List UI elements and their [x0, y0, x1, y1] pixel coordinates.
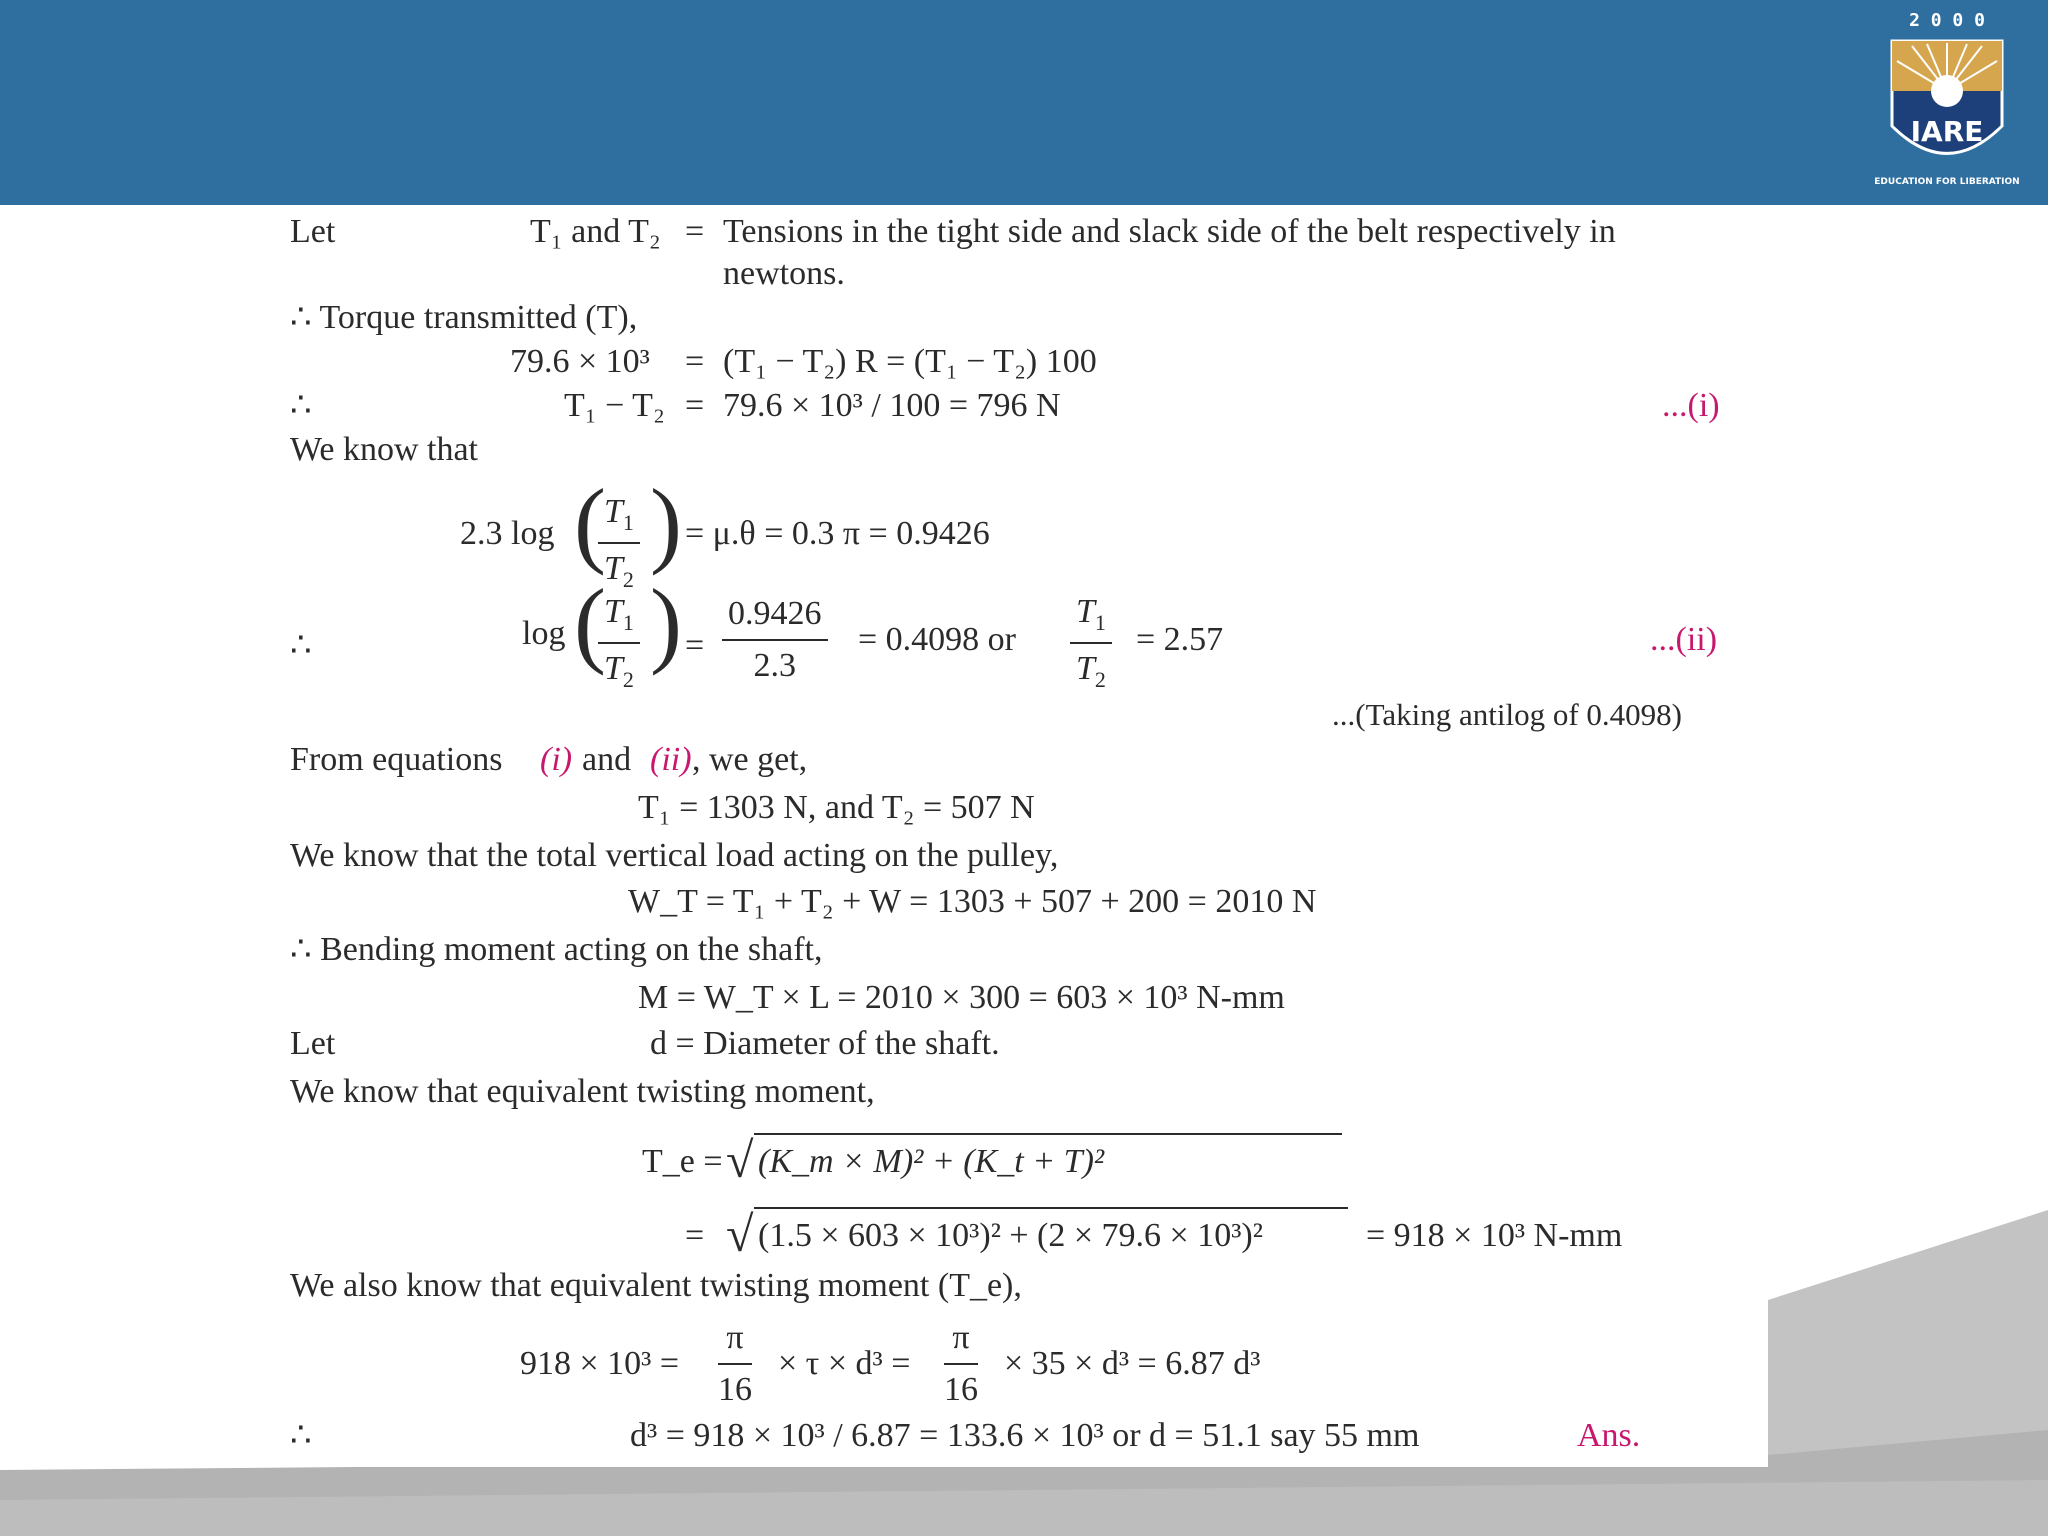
from-eq-and: and — [582, 741, 632, 778]
eq1-rhs: (T₁ − T₂) R = (T₁ − T₂) 100 — [723, 343, 1097, 380]
eq2-rhs: 79.6 × 10³ / 100 = 796 N — [723, 387, 1061, 424]
let-label-2: Let — [290, 1025, 336, 1062]
te2-equals: = — [685, 1217, 705, 1254]
te2-sqrt-content: (1.5 × 603 × 10³)² + (2 × 79.6 × 10³)² — [758, 1217, 1263, 1254]
therefore-3: ∴ — [290, 1417, 312, 1454]
sqrt-symbol: √ — [726, 1132, 754, 1188]
eq2-lhs: T₁ − T₂ — [564, 387, 665, 424]
t1-t2-label: T₁ and T₂ — [530, 213, 661, 250]
d-definition: d = Diameter of the shaft. — [650, 1025, 1000, 1062]
wt-equation: W_T = T₁ + T₂ + W = 1303 + 507 + 200 = 2010 N — [628, 883, 1317, 920]
equiv-twisting-line-2: We also know that equivalent twisting moment (T_e), — [290, 1267, 1022, 1304]
paren-open: ( — [574, 569, 606, 676]
logo-name: IARE — [1910, 115, 1984, 148]
fraction-t1-t2: $\frac{T_1}{T_2}$ — [598, 593, 640, 693]
fraction-0-9426 — [722, 595, 828, 685]
ref-ii: ...(ii) — [1650, 621, 1718, 658]
te-sqrt-content: (K_m × M)² + (K_t + T)² — [758, 1143, 1105, 1180]
slide-header-bar — [0, 0, 2048, 205]
log2-rhs: = 2.57 — [1136, 621, 1224, 658]
d-cube-equation: d³ = 918 × 10³ / 6.87 = 133.6 × 10³ or d = 51.1 say 55 mm — [630, 1417, 1420, 1454]
therefore-1: ∴ — [290, 387, 312, 424]
paren-close: ) — [650, 469, 682, 576]
eq-last-mid: × τ × d³ = — [778, 1345, 911, 1382]
slide-content — [198, 205, 1768, 1467]
fraction-pi-16 — [944, 1319, 978, 1409]
iare-logo — [1852, 6, 2042, 196]
pi-numerator: π — [944, 1319, 978, 1365]
te2-result: = 918 × 10³ N-mm — [1366, 1217, 1623, 1254]
equals-sign: = — [685, 627, 705, 664]
sixteen-denominator: 16 — [944, 1371, 978, 1408]
eq-last-rhs: × 35 × d³ = 6.87 d³ — [1004, 1345, 1261, 1382]
ref-i: ...(i) — [1662, 387, 1720, 424]
from-eq-i: (i) — [540, 741, 573, 778]
antilog-note: ...(Taking antilog of 0.4098) — [1332, 697, 1682, 732]
paren-open: ( — [574, 469, 606, 576]
tension-definition-cont: newtons. — [723, 255, 845, 292]
torque-line: ∴ Torque transmitted (T), — [290, 299, 638, 336]
log-rhs: = μ.θ = 0.3 π = 0.9426 — [685, 515, 990, 552]
sixteen-denominator: 16 — [718, 1371, 752, 1408]
fraction-t1-t2: $\frac{T_1}{T_2}$ — [598, 493, 640, 593]
equals-sign: = — [685, 213, 705, 250]
pi-numerator: π — [718, 1319, 752, 1365]
fraction-pi-16 — [718, 1319, 752, 1409]
paren-close: ) — [650, 569, 682, 676]
tension-definition: Tensions in the tight side and slack side of the belt respectively in — [723, 213, 1616, 250]
m-equation: M = W_T × L = 2010 × 300 = 603 × 10³ N-mm — [638, 979, 1285, 1016]
t-values: T₁ = 1303 N, and T₂ = 507 N — [638, 789, 1035, 826]
from-eq-pre: From equations — [290, 741, 503, 778]
let-label: Let — [290, 213, 336, 250]
te-lhs: T_e = — [642, 1143, 723, 1180]
logo-motto: EDUCATION FOR LIBERATION — [1874, 177, 2020, 187]
logo-year: 2 0 0 0 — [1909, 10, 1985, 31]
from-eq-ii: (ii) — [650, 741, 692, 778]
sqrt-symbol: √ — [726, 1206, 754, 1262]
vertical-load-line: We know that the total vertical load acting on the pulley, — [290, 837, 1059, 874]
bending-moment-line: ∴ Bending moment acting on the shaft, — [290, 931, 823, 968]
from-eq-post: , we get, — [692, 741, 808, 778]
fraction-numerator: 0.9426 — [722, 595, 828, 641]
fraction-t1-t2: $\frac{T_1}{T_2}$ — [1070, 593, 1112, 693]
log-lhs: 2.3 log — [460, 515, 555, 552]
equals-sign: = — [685, 343, 705, 380]
we-know-that: We know that — [290, 431, 478, 468]
answer-label: Ans. — [1577, 1417, 1641, 1454]
therefore-2: ∴ — [290, 627, 312, 664]
fraction-denominator: 2.3 — [753, 647, 796, 684]
equals-sign: = — [685, 387, 705, 424]
log2-mid: = 0.4098 or — [858, 621, 1016, 658]
eq1-lhs: 79.6 × 10³ — [510, 343, 650, 380]
equiv-twisting-line: We know that equivalent twisting moment, — [290, 1073, 875, 1110]
log2-lhs: log — [522, 615, 566, 652]
eq-last-lhs: 918 × 10³ = — [520, 1345, 680, 1382]
